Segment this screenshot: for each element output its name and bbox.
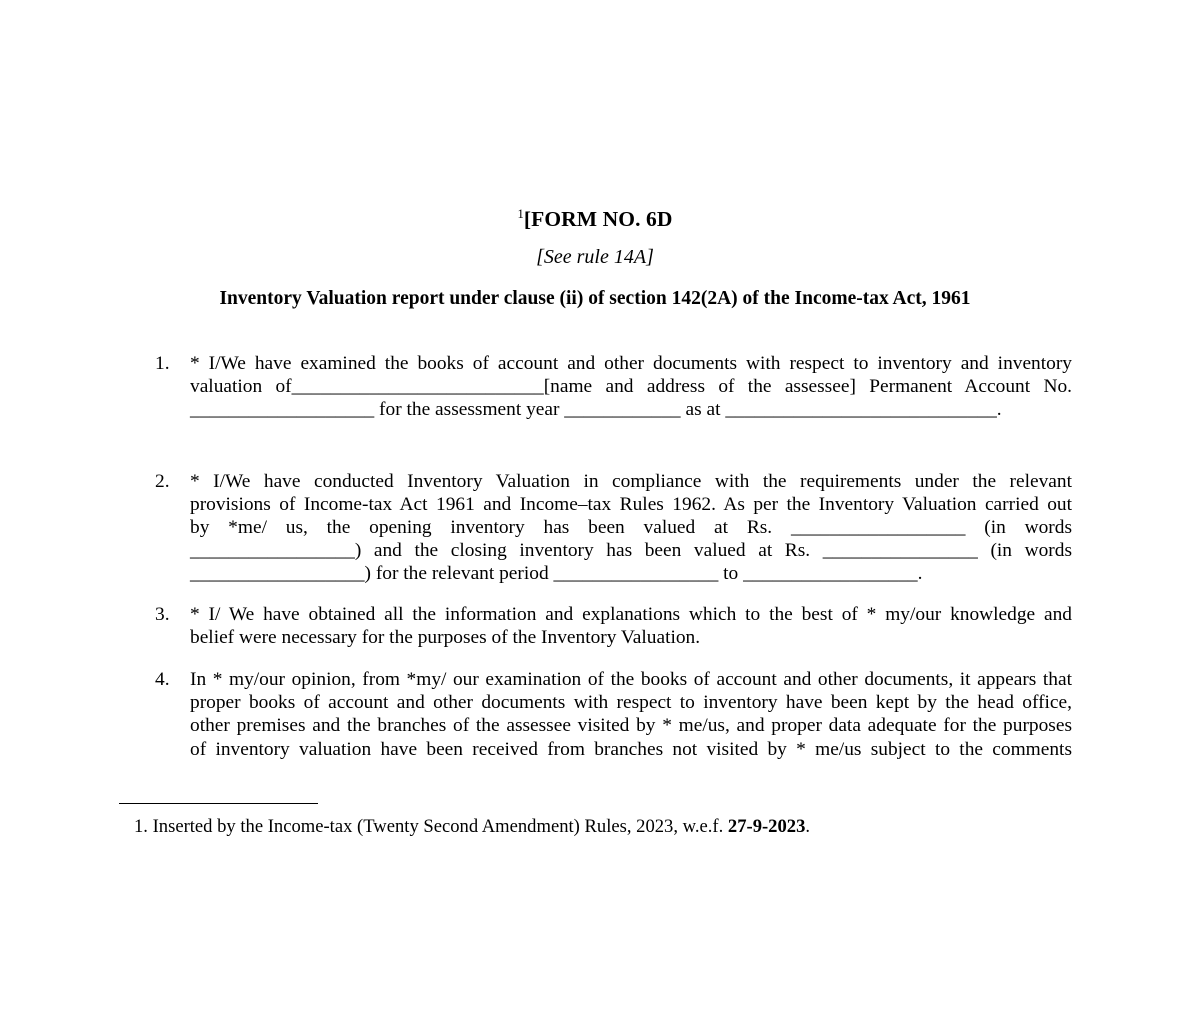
document-header [0, 206, 1190, 311]
clause-number: 1. [155, 353, 170, 374]
clause-line: valuation of__________________________[name and address of the assessee] Permanent Account No. [190, 376, 1072, 398]
clause-line: other premises and the branches of the assessee visited by * me/us, and proper data adequate for the purposes [190, 715, 1072, 737]
clause-line: provisions of Income-tax Act 1961 and Income–tax Rules 1962. As per the Inventory Valuation carried out [190, 493, 1072, 515]
footnote-text: 1. Inserted by the Income-tax (Twenty Second Amendment) Rules, 2023, w.e.f. [134, 816, 728, 837]
clause-item [155, 603, 1072, 649]
clause-body [190, 352, 1072, 422]
clause-line: ___________________ for the assessment year ____________ as at ____________________________. [190, 399, 1002, 421]
clause-line: belief were necessary for the purposes of the Inventory Valuation. [190, 626, 701, 648]
form-title [0, 206, 1190, 233]
clause-body [190, 470, 1072, 586]
clause-spacer [155, 649, 1072, 668]
clause-list [155, 352, 1072, 761]
clause-number: 3. [155, 603, 170, 625]
clause-line: In * my/our opinion, from *my/ our examination of the books of account and other documents, it appears that [190, 669, 1072, 691]
footnote-trailing: . [805, 816, 811, 837]
clause-line: * I/We have examined the books of account and other documents with respect to inventory and inventory [190, 353, 1072, 374]
footnote-effective-date: 27-9-2023 [727, 816, 806, 837]
clause-line: proper books of account and other documents with respect to inventory have been kept by the head office, [190, 692, 1072, 714]
clause-line: * I/We have conducted Inventory Valuation in compliance with the requirements under the relevant [190, 470, 1072, 492]
document-subtitle: Inventory Valuation report under clause (ii) of section 142(2A) of the Income-tax Act, 1961 [219, 287, 971, 309]
footnote-separator [119, 803, 318, 804]
clause-spacer [155, 586, 1072, 603]
rule-reference: [See rule 14A] [536, 245, 654, 268]
clause-body [190, 668, 1072, 761]
form-title-superscript: 1 [517, 206, 524, 221]
form-title-text: [FORM NO. 6D [523, 207, 673, 231]
clause-line: by *me/ us, the opening inventory has been valued at Rs. __________________ (in words [190, 517, 1072, 539]
clause-spacer [155, 422, 1072, 470]
clause-line: __________________) for the relevant period _________________ to __________________. [190, 563, 923, 585]
clause-item [155, 352, 1072, 422]
clause-body [190, 603, 1072, 649]
clause-item [155, 470, 1072, 586]
clause-item [155, 668, 1072, 761]
clause-number: 4. [155, 669, 170, 691]
clause-line: _________________) and the closing inventory has been valued at Rs. ________________ (in words [190, 540, 1072, 562]
footnote [134, 815, 1084, 839]
clause-line: of inventory valuation have been received from branches not visited by * me/us subject to the comments [190, 738, 1072, 760]
clause-line: * I/ We have obtained all the information and explanations which to the best of * my/our knowledge and [190, 603, 1072, 625]
clause-number: 2. [155, 470, 170, 492]
